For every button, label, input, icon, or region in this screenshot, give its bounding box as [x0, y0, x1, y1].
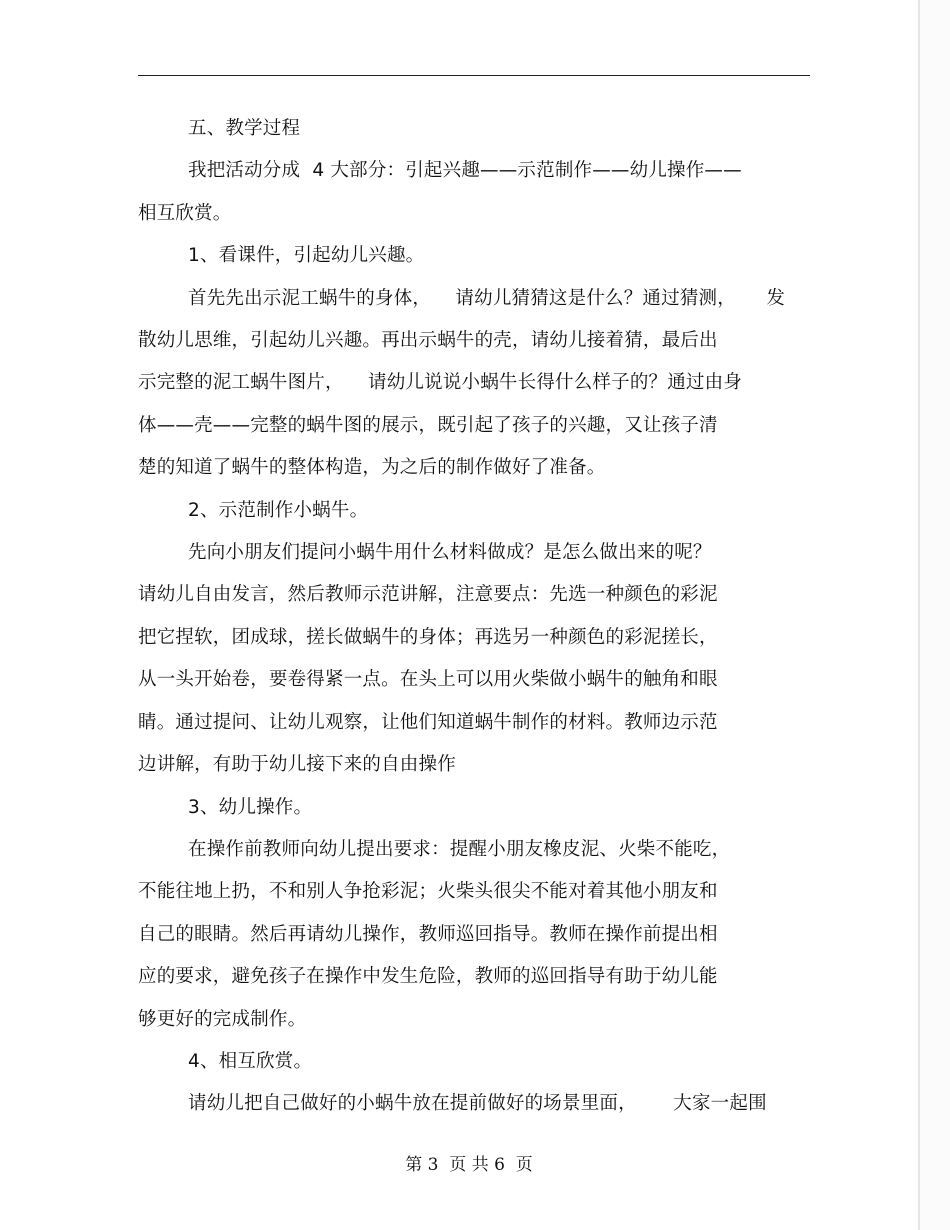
- paragraph-line: 示完整的泥工蜗牛图片， 请幼儿说说小蜗牛长得什么样子的？通过由身: [138, 372, 743, 394]
- paragraph-line: 从一头开始卷，要卷得紧一点。在头上可以用火柴做小蜗牛的触角和眼: [138, 669, 718, 691]
- paragraph-line: 相互欣赏。: [138, 202, 232, 224]
- paragraph-line: 把它捏软，团成球，搓长做蜗牛的身体；再选另一种颜色的彩泥搓长，: [138, 626, 718, 648]
- paragraph-line: 我把活动分成 4 大部分：引起兴趣——示范制作——幼儿操作——: [188, 160, 742, 182]
- paragraph-line: 够更好的完成制作。: [138, 1008, 307, 1030]
- header-divider: [138, 75, 810, 76]
- paragraph-line: 体——壳——完整的蜗牛图的展示，既引起了孩子的兴趣，又让孩子清: [138, 414, 718, 436]
- subheading: 4、相互欣赏。: [188, 1050, 313, 1072]
- paragraph-line: 应的要求，避免孩子在操作中发生危险，教师的巡回指导有助于幼儿能: [138, 966, 718, 988]
- paragraph-line: 先向小朋友们提问小蜗牛用什么材料做成？是怎么做出来的呢？: [188, 542, 712, 564]
- page-number-footer: 第 3 页 共 6 页: [405, 1155, 533, 1175]
- paragraph-line: 在操作前教师向幼儿提出要求：提醒小朋友橡皮泥、火柴不能吃，: [188, 838, 731, 860]
- paragraph-line: 散幼儿思维，引起幼儿兴趣。再出示蜗牛的壳，请幼儿接着猜，最后出: [138, 330, 718, 352]
- paragraph-line: 不能往地上扔，不和别人争抢彩泥；火柴头很尖不能对着其他小朋友和: [138, 881, 718, 903]
- subheading: 1、看课件，引起幼儿兴趣。: [188, 245, 425, 267]
- paragraph-line: 自己的眼睛。然后再请幼儿操作，教师巡回指导。教师在操作前提出相: [138, 923, 718, 945]
- paragraph-line: 请幼儿把自己做好的小蜗牛放在提前做好的场景里面， 大家一起围: [188, 1093, 767, 1115]
- page-margin-shadow: [920, 0, 950, 1230]
- paragraph-line: 请幼儿自由发言，然后教师示范讲解，注意要点：先选一种颜色的彩泥: [138, 584, 718, 606]
- subheading: 2、示范制作小蜗牛。: [188, 499, 369, 521]
- paragraph-line: 睛。通过提问、让幼儿观察，让他们知道蜗牛制作的材料。教师边示范: [138, 711, 718, 733]
- paragraph-line: 楚的知道了蜗牛的整体构造，为之后的制作做好了准备。: [138, 457, 606, 479]
- document-body: [138, 108, 810, 1126]
- subheading: 3、幼儿操作。: [188, 796, 313, 818]
- paragraph-line: 首先先出示泥工蜗牛的身体， 请幼儿猜猜这是什么？通过猜测， 发: [188, 287, 786, 309]
- section-heading: 五、教学过程: [188, 118, 301, 139]
- paragraph-line: 边讲解，有助于幼儿接下来的自由操作: [138, 754, 456, 776]
